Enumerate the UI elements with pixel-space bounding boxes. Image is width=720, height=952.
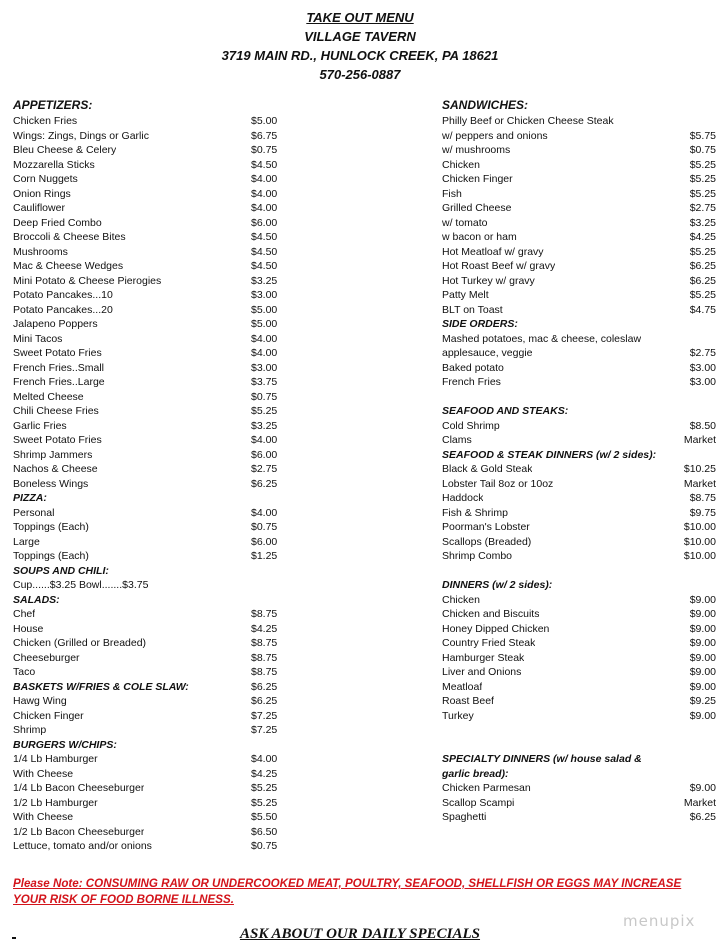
menu-item-name: Mushrooms <box>13 245 68 258</box>
menu-item-row <box>442 361 716 376</box>
menu-item-row <box>442 810 716 825</box>
menu-item-name: Haddock <box>442 492 484 504</box>
menu-item-name: Meatloaf <box>442 680 483 693</box>
menu-item-row <box>13 361 283 376</box>
menu-item-name: Fish & Shrimp <box>442 506 508 519</box>
menu-item-price: $6.00 <box>251 448 278 461</box>
spacer <box>442 738 716 753</box>
menu-item-name: Grilled Cheese <box>442 202 512 214</box>
menu-item-name: Toppings (Each) <box>13 521 89 533</box>
menu-item-row <box>13 390 283 405</box>
menu-item-name: Shrimp Combo <box>442 550 513 562</box>
menu-item-name: Chicken <box>442 158 480 171</box>
menu-item-price: $5.25 <box>689 173 716 185</box>
menu-item-price: $3.00 <box>251 361 278 374</box>
menu-item-row <box>442 665 716 680</box>
menu-item-price: $5.25 <box>251 782 278 794</box>
menu-item-name: With Cheese <box>13 811 74 823</box>
menu-item-row <box>13 230 283 245</box>
menu-item-name: Chicken Finger <box>442 173 513 185</box>
menu-item-name: 1/2 Lb Hamburger <box>13 796 98 809</box>
menu-item-row <box>13 462 283 477</box>
menu-item-price: $5.25 <box>689 245 716 258</box>
menu-item-row <box>442 549 716 564</box>
restaurant-phone: 570-256-0887 <box>319 67 401 82</box>
menu-item-row <box>13 723 283 738</box>
menu-item-row <box>13 129 283 144</box>
menu-item-price: $8.75 <box>251 637 278 649</box>
menu-item-name: Cold Shrimp <box>442 419 500 432</box>
menu-item-name: Lettuce, tomato and/or onions <box>13 840 152 852</box>
menu-item-row <box>13 404 283 419</box>
menu-item-price: $6.00 <box>251 535 278 548</box>
menu-item-row <box>442 636 716 651</box>
menu-item-row <box>442 346 716 361</box>
menu-item-row <box>442 491 716 506</box>
menu-item-name: Large <box>13 535 40 548</box>
menu-item-price: $4.50 <box>251 245 278 258</box>
menu-item-price: Market <box>683 477 716 490</box>
menu-item-price: $6.25 <box>251 477 278 490</box>
section-heading: SALADS: <box>13 593 60 606</box>
menu-item-row <box>442 332 716 347</box>
menu-item-price: $6.25 <box>689 260 716 272</box>
menu-item-price: $6.50 <box>251 825 278 838</box>
menu-item-price: $2.75 <box>689 347 716 359</box>
menu-item-price: $6.25 <box>689 811 716 823</box>
menu-item-price: Market <box>683 434 716 446</box>
menu-item-name: Clams <box>442 434 472 446</box>
menu-item-name: Mozzarella Sticks <box>13 158 95 171</box>
menu-item-price: $0.75 <box>689 144 716 156</box>
menu-item-name: Sweet Potato Fries <box>13 347 102 359</box>
menu-item-price: $10.00 <box>683 535 716 548</box>
section-heading: APPETIZERS: <box>13 98 93 112</box>
menu-item-row <box>13 622 283 637</box>
menu-item-name: Shrimp <box>13 724 47 736</box>
menu-item-price: $5.75 <box>689 129 716 142</box>
menu-item-price: $9.00 <box>689 622 716 635</box>
menu-item-price <box>678 332 716 347</box>
menu-item-row <box>13 810 283 825</box>
menu-item-row <box>13 477 283 492</box>
menu-item-price: $3.25 <box>251 274 278 287</box>
menu-item-price: $9.25 <box>689 695 716 707</box>
menu-item-price: $9.00 <box>689 608 716 620</box>
menu-item-row <box>442 419 716 434</box>
menu-item-name: Mini Potato & Cheese Pierogies <box>13 274 162 287</box>
menu-item-name: Scallop Scampi <box>442 796 515 809</box>
menu-item-price: $5.00 <box>251 318 278 330</box>
menu-item-row <box>13 839 283 854</box>
menu-item-row <box>13 172 283 187</box>
menu-item-name: Scallops (Breaded) <box>442 535 532 548</box>
menu-item-name: 1/4 Lb Bacon Cheeseburger <box>13 782 145 794</box>
menu-item-price: $7.25 <box>251 724 278 736</box>
menu-item-name: 1/2 Lb Bacon Cheeseburger <box>13 825 145 838</box>
menu-item-name: French Fries..Small <box>13 361 105 374</box>
menu-item-name: French Fries..Large <box>13 376 105 388</box>
menu-item-price: $4.50 <box>251 231 278 243</box>
menu-item-row <box>442 259 716 274</box>
menu-item-name: 1/4 Lb Hamburger <box>13 753 98 765</box>
section-heading: BASKETS W/FRIES & COLE SLAW: <box>13 680 189 693</box>
menu-item-name: Chicken Fries <box>13 115 78 127</box>
menu-item-price: $5.25 <box>251 796 278 809</box>
section-heading: SEAFOOD & STEAK DINNERS (w/ 2 sides): <box>442 448 657 461</box>
menu-item-name: Hot Meatloaf w/ gravy <box>442 245 544 258</box>
menu-item-row <box>442 375 716 390</box>
menu-item-price: $0.75 <box>251 840 278 852</box>
menu-item-row <box>442 172 716 187</box>
menu-item-price: $1.25 <box>251 550 278 562</box>
menu-item-name: Turkey <box>442 709 474 722</box>
section-heading: SEAFOOD AND STEAKS: <box>442 405 569 417</box>
menu-item-price: $3.25 <box>251 419 278 432</box>
menu-item-row <box>442 535 716 550</box>
right-column <box>442 97 716 825</box>
menu-item-row <box>442 593 716 608</box>
menu-item-name: Poorman's Lobster <box>442 521 530 533</box>
menu-item-name: Mini Tacos <box>13 332 63 345</box>
menu-item-name: Taco <box>13 666 36 678</box>
menu-item-row <box>13 114 283 129</box>
menu-item-price: $3.25 <box>689 216 716 229</box>
menu-item-row <box>442 230 716 245</box>
menu-item-row <box>13 317 283 332</box>
menu-item-row <box>442 520 716 535</box>
menu-item-row <box>442 187 716 202</box>
menu-item-name: Chicken <box>442 593 480 606</box>
menu-item-row <box>13 636 283 651</box>
menu-item-price: $9.00 <box>689 637 716 649</box>
section-heading: BURGERS W/CHIPS: <box>13 738 117 751</box>
menu-item-name: Hamburger Steak <box>442 651 525 664</box>
menu-item-row <box>13 288 283 303</box>
menu-item-name: Liver and Onions <box>442 666 522 678</box>
menu-item-row <box>13 375 283 390</box>
menu-item-name: w/ tomato <box>442 216 488 229</box>
menu-item-name: Shrimp Jammers <box>13 448 93 461</box>
section-heading: PIZZA: <box>13 492 47 504</box>
menu-item-row <box>13 796 283 811</box>
menu-item-name: Chef <box>13 608 36 620</box>
menu-item-price: $8.50 <box>689 419 716 432</box>
menu-item-row <box>13 825 283 840</box>
menu-item-row <box>13 781 283 796</box>
menu-item-price: $10.00 <box>683 550 716 562</box>
section-heading: SANDWICHES: <box>442 98 528 112</box>
menu-item-price: $9.00 <box>689 666 716 678</box>
section-heading: DINNERS (w/ 2 sides): <box>442 579 553 591</box>
menu-item-name: Jalapeno Poppers <box>13 318 98 330</box>
menu-item-row <box>13 549 283 564</box>
menu-item-row <box>13 752 283 767</box>
menu-item-row <box>13 520 283 535</box>
menupix-watermark: menupix <box>623 912 696 930</box>
menu-item-price: $8.75 <box>689 492 716 504</box>
menu-item-name: Melted Cheese <box>13 390 84 403</box>
menu-item-name: Spaghetti <box>442 811 487 823</box>
menu-item-row <box>13 303 283 318</box>
menu-item-price: $0.75 <box>251 144 278 156</box>
menu-item-name: Hot Turkey w/ gravy <box>442 274 535 287</box>
menu-item-price: $4.00 <box>251 434 278 446</box>
menu-item-row <box>442 288 716 303</box>
menu-item-price: $8.75 <box>251 666 278 678</box>
menu-item-price: $3.75 <box>251 376 278 388</box>
menu-item-name: Mashed potatoes, mac & cheese, coleslaw <box>442 332 642 345</box>
menu-item-row <box>442 114 716 129</box>
menu-item-row <box>442 303 716 318</box>
menu-title: TAKE OUT MENU <box>306 10 414 25</box>
menu-item-price <box>678 114 716 129</box>
menu-item-price: $5.00 <box>251 115 278 127</box>
menu-item-name: Broccoli & Cheese Bites <box>13 231 126 243</box>
menu-item-name: Honey Dipped Chicken <box>442 622 550 635</box>
menu-header <box>0 8 720 84</box>
menu-item-name: Black & Gold Steak <box>442 463 533 475</box>
menu-item-row <box>13 506 283 521</box>
menu-item-row <box>13 448 283 463</box>
menu-item-row <box>13 187 283 202</box>
menu-item-name: Country Fried Steak <box>442 637 536 649</box>
restaurant-name: VILLAGE TAVERN <box>304 29 416 44</box>
menu-item-name: Boneless Wings <box>13 477 89 490</box>
menu-item-row <box>13 651 283 666</box>
menu-item-price: $9.00 <box>689 680 716 693</box>
menu-item-price: $7.25 <box>251 709 278 722</box>
menu-item-row <box>442 245 716 260</box>
section-heading-row <box>13 680 283 695</box>
menu-item-name: Cheeseburger <box>13 651 80 664</box>
menu-item-price: $6.00 <box>251 216 278 229</box>
menu-item-name: w/ peppers and onions <box>442 129 548 142</box>
menu-item-row <box>13 767 283 782</box>
menu-item-name: Potato Pancakes...10 <box>13 289 113 301</box>
menu-item-row <box>442 433 716 448</box>
menu-item-row <box>13 332 283 347</box>
menu-item-name: w bacon or ham <box>442 231 517 243</box>
menu-item-name: Nachos & Cheese <box>13 463 98 475</box>
menu-item-name: Chicken and Biscuits <box>442 608 540 620</box>
menu-item-row <box>13 665 283 680</box>
menu-item-price: $4.00 <box>251 173 278 185</box>
menu-item-price: $9.00 <box>689 593 716 606</box>
section-heading: SIDE ORDERS: <box>442 318 518 330</box>
menu-item-row <box>442 680 716 695</box>
restaurant-address: 3719 MAIN RD., HUNLOCK CREEK, PA 18621 <box>221 48 499 63</box>
menu-item-price: $2.75 <box>251 463 278 475</box>
menu-item-row <box>13 216 283 231</box>
menu-item-name: Potato Pancakes...20 <box>13 303 113 316</box>
menu-item-price: $9.00 <box>689 782 716 794</box>
section-heading: SPECIALTY DINNERS (w/ house salad & <box>442 753 642 765</box>
section-heading: SOUPS AND CHILI: <box>13 564 109 577</box>
menu-item-price: $4.25 <box>251 767 278 780</box>
menu-item-price: $4.00 <box>251 202 278 214</box>
menu-item-price: $3.00 <box>689 361 716 374</box>
menu-item-name: Corn Nuggets <box>13 173 78 185</box>
menu-item-name: Chili Cheese Fries <box>13 405 99 417</box>
menu-item-row <box>13 535 283 550</box>
menu-item-name: Patty Melt <box>442 289 489 301</box>
menu-item-price: $4.00 <box>251 347 278 359</box>
menu-item-name: Philly Beef or Chicken Cheese Steak <box>442 115 614 127</box>
menu-item-price: $5.25 <box>689 187 716 200</box>
menu-item-row <box>13 201 283 216</box>
menu-item-row <box>442 143 716 158</box>
menu-item-name: Toppings (Each) <box>13 550 89 562</box>
menu-item-name: French Fries <box>442 376 501 388</box>
menu-item-price: $5.25 <box>689 158 716 171</box>
menu-item-name: Roast Beef <box>442 695 494 707</box>
menu-item-row <box>442 709 716 724</box>
menu-item-price: $4.50 <box>251 260 278 272</box>
menu-item-name: Chicken Parmesan <box>442 782 531 794</box>
menu-item-row <box>442 216 716 231</box>
spacer <box>442 564 716 579</box>
menu-item-name: w/ mushrooms <box>442 144 511 156</box>
menu-item-price: $3.00 <box>689 376 716 388</box>
menu-item-price: Market <box>683 796 716 809</box>
menu-item-price: $3.00 <box>251 289 278 301</box>
menu-item-row <box>13 694 283 709</box>
menu-item-name: Chicken (Grilled or Breaded) <box>13 637 147 649</box>
menu-item-name: Chicken Finger <box>13 709 84 722</box>
menu-item-name: Deep Fried Combo <box>13 216 102 229</box>
menu-item-row <box>442 607 716 622</box>
menu-item-row <box>13 346 283 361</box>
menu-item-row <box>13 274 283 289</box>
menu-item-row <box>13 245 283 260</box>
menu-item-name: Garlic Fries <box>13 419 67 432</box>
menu-item-price: $4.00 <box>251 187 278 200</box>
menu-item-price: $5.25 <box>689 289 716 301</box>
menu-item-price: $4.00 <box>251 332 278 345</box>
menu-item-price: $4.25 <box>689 231 716 243</box>
menu-item-name: Hot Roast Beef w/ gravy <box>442 260 556 272</box>
menu-item-row <box>442 274 716 289</box>
menu-item-row <box>442 622 716 637</box>
menu-item-price: $10.25 <box>683 463 716 475</box>
menu-item-price: $8.75 <box>251 651 278 664</box>
menu-item-price: $5.00 <box>251 303 278 316</box>
menu-item-price: $4.75 <box>689 303 716 316</box>
menu-item-price: $6.75 <box>251 129 278 142</box>
menu-item-price: $4.00 <box>251 753 278 765</box>
menu-item-row <box>442 477 716 492</box>
menu-item-row <box>442 651 716 666</box>
menu-item-price: $0.75 <box>251 521 278 533</box>
menu-item-price: $9.75 <box>689 506 716 519</box>
spacer <box>442 390 716 405</box>
menu-item-row <box>13 158 283 173</box>
menu-item-name: Mac & Cheese Wedges <box>13 260 124 272</box>
section-heading: garlic bread): <box>442 767 509 780</box>
menu-item-price: $10.00 <box>683 521 716 533</box>
menu-item-name: Onion Rings <box>13 187 71 200</box>
menu-item-row <box>13 709 283 724</box>
menu-item-price: $6.25 <box>251 695 278 707</box>
menu-item-name: applesauce, veggie <box>442 347 533 359</box>
menu-item-name: Fish <box>442 187 462 200</box>
menu-item-name: Lobster Tail 8oz or 10oz <box>442 477 554 490</box>
menu-item-row <box>442 129 716 144</box>
menu-item-price: $8.75 <box>251 608 278 620</box>
menu-item-name: Hawg Wing <box>13 695 67 707</box>
menu-item-row <box>442 201 716 216</box>
menu-item-price: $4.00 <box>251 506 278 519</box>
section-heading-price: $6.25 <box>251 680 278 693</box>
menu-item-row <box>13 433 283 448</box>
menu-item-price: $0.75 <box>251 390 278 403</box>
menu-item-price: $6.25 <box>689 274 716 287</box>
menu-item-row <box>13 419 283 434</box>
daily-specials-note: ASK ABOUT OUR DAILY SPECIALS <box>239 926 481 942</box>
menu-item-row <box>442 781 716 796</box>
menu-item-name: BLT on Toast <box>442 303 503 316</box>
menu-item-price: $9.00 <box>689 709 716 722</box>
menu-item-name: Cauliflower <box>13 202 65 214</box>
menu-item-row <box>442 158 716 173</box>
menu-item-price: $5.25 <box>251 405 278 417</box>
menu-item-name: Bleu Cheese & Celery <box>13 144 117 156</box>
menu-item-row <box>13 259 283 274</box>
soup-prices: Cup......$3.25 Bowl.......$3.75 <box>13 579 149 591</box>
menu-item-name: House <box>13 622 44 635</box>
menu-item-row <box>13 143 283 158</box>
menu-item-price: $5.50 <box>251 811 278 823</box>
menu-item-name: Personal <box>13 506 55 519</box>
menu-item-name: With Cheese <box>13 767 74 780</box>
menu-item-row <box>442 694 716 709</box>
menu-item-row <box>442 506 716 521</box>
menu-item-price: $9.00 <box>689 651 716 664</box>
menu-item-price: $2.75 <box>689 202 716 214</box>
menu-item-name: Baked potato <box>442 361 504 374</box>
menu-item-price: $4.50 <box>251 158 278 171</box>
menu-item-row <box>442 462 716 477</box>
left-column <box>13 97 283 854</box>
menu-item-price: $4.25 <box>251 622 278 635</box>
menu-item-name: Sweet Potato Fries <box>13 434 102 446</box>
food-safety-warning: Please Note: CONSUMING RAW OR UNDERCOOKED MEAT, POULTRY, SEAFOOD, SHELLFISH OR EGGS MAY INCREASE YOUR RISK OF FOOD BORNE ILLNESS. <box>13 877 682 906</box>
menu-item-name: Wings: Zings, Dings or Garlic <box>13 129 149 142</box>
menu-item-row <box>13 607 283 622</box>
menu-item-row <box>442 796 716 811</box>
spacer <box>442 723 716 738</box>
